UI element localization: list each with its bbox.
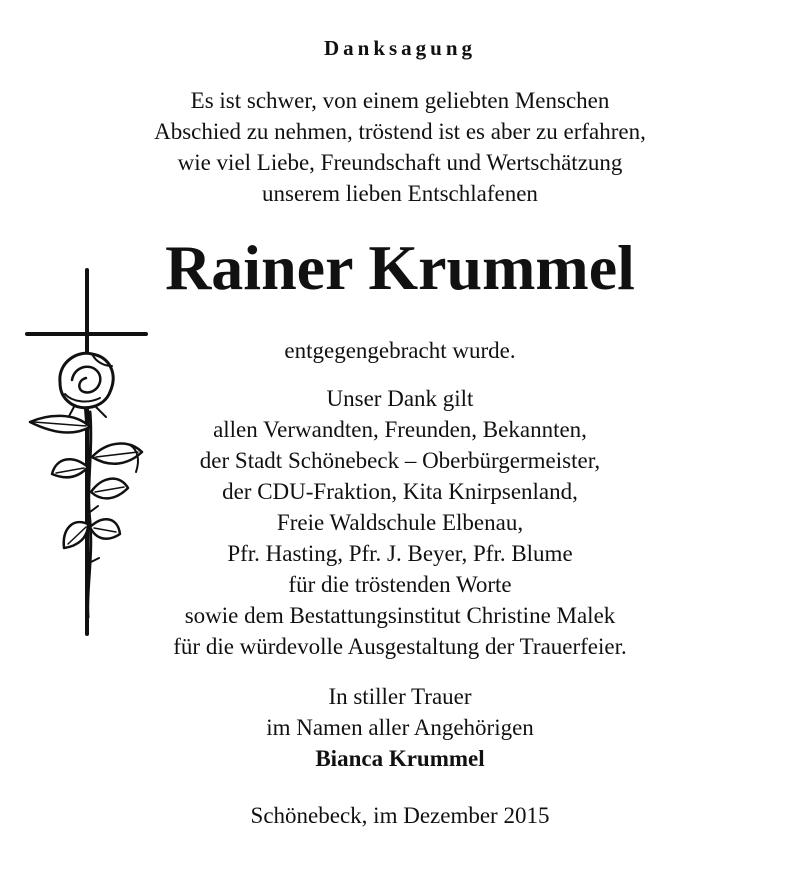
notice-heading: Danksagung	[323, 36, 477, 60]
signatory: Bianca Krummel	[315, 746, 485, 771]
closing-line: In stiller Trauer	[328, 684, 472, 709]
intro-line: Es ist schwer, von einem geliebten Menschen	[190, 88, 610, 113]
thanks-line: Pfr. Hasting, Pfr. J. Beyer, Pfr. Blume	[227, 541, 573, 566]
intro-line: wie viel Liebe, Freundschaft und Wertschätzung	[177, 150, 623, 175]
thanks-line: allen Verwandten, Freunden, Bekannten,	[213, 417, 587, 442]
thanks-line: der Stadt Schönebeck – Oberbürgermeister,	[199, 448, 601, 473]
deceased-name: Rainer Krummel	[165, 232, 635, 303]
thanks-line: der CDU-Fraktion, Kita Knirpsenland,	[222, 479, 578, 504]
thanks-line: Freie Waldschule Elbenau,	[276, 510, 524, 535]
closing-line: im Namen aller Angehörigen	[266, 715, 534, 740]
after-name-line: entgegengebracht wurde.	[284, 338, 516, 363]
thanks-line: Unser Dank gilt	[326, 386, 474, 411]
intro-line: Abschied zu nehmen, tröstend ist es aber zu erfahren,	[154, 119, 646, 144]
thanks-line: für die tröstenden Worte	[288, 572, 512, 597]
intro-line: unserem lieben Entschlafenen	[262, 181, 538, 206]
thanks-line: für die würdevolle Ausgestaltung der Trauerfeier.	[173, 634, 627, 659]
cross-with-rose-icon	[20, 262, 155, 642]
place-date: Schönebeck, im Dezember 2015	[250, 803, 550, 828]
thanks-line: sowie dem Bestattungsinstitut Christine Malek	[184, 603, 616, 628]
